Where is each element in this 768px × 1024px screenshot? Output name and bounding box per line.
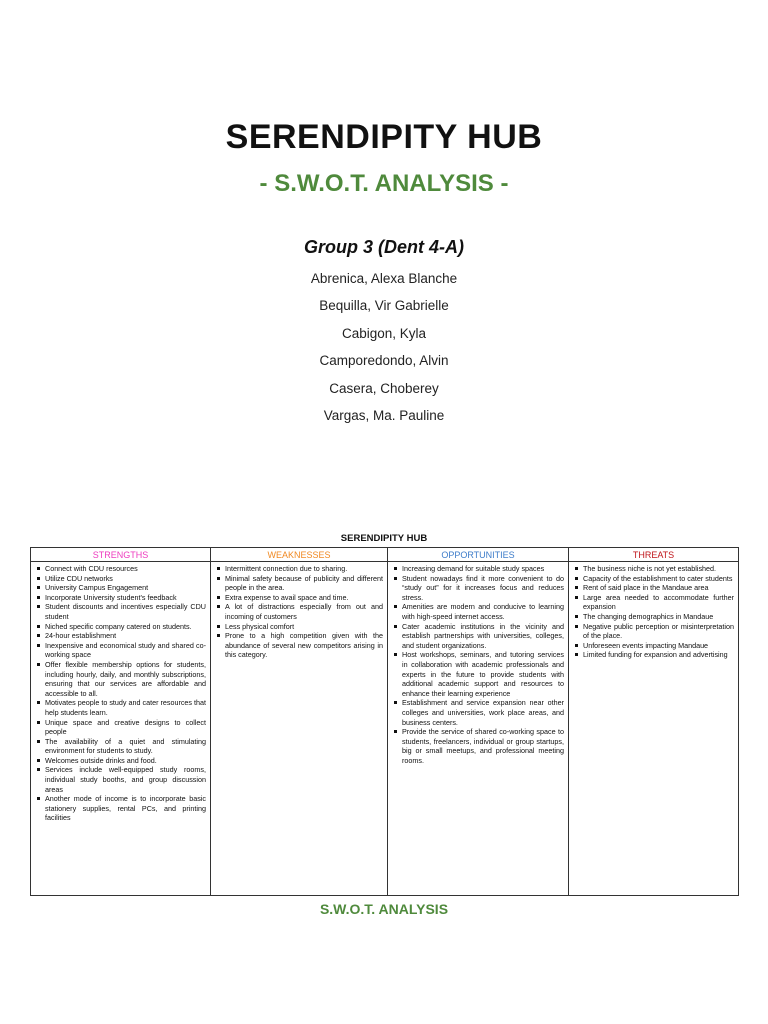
opportunity-item: Student nowadays find it more convenient to do “study out” for it increases focus and reduces stress.	[402, 573, 564, 602]
member-name: Camporedondo, Alvin	[319, 353, 449, 369]
member-list	[0, 268, 768, 432]
weaknesses-list	[215, 564, 383, 660]
strengths-cell	[31, 562, 211, 896]
weaknesses-cell	[211, 562, 388, 896]
opportunity-item: Provide the service of shared co-working space to students, freelancers, individual or group startups, big or small meetups, and professional meeting rooms.	[402, 727, 564, 765]
strength-item: Offer flexible membership options for students, including hourly, daily, and monthly subscriptions, ensuring that our services are affordable and accessible to all.	[45, 659, 206, 698]
opportunities-header: OPPORTUNITIES	[388, 548, 569, 562]
weaknesses-header: WEAKNESSES	[211, 548, 388, 562]
strength-item: 24-hour establishment	[45, 631, 206, 641]
threat-item: Large area needed to accommodate further expansion	[583, 592, 734, 612]
document-subtitle: - S.W.O.T. ANALYSIS -	[259, 170, 509, 197]
opportunities-list	[392, 564, 564, 765]
table-body-row	[31, 562, 739, 896]
opportunities-cell	[388, 562, 569, 896]
threat-item: The changing demographics in Mandaue	[583, 612, 734, 622]
member-name: Vargas, Ma. Pauline	[323, 407, 445, 423]
strength-item: Welcomes outside drinks and food.	[45, 756, 206, 766]
group-heading: Group 3 (Dent 4-A)	[304, 237, 464, 257]
strength-item: University Campus Engagement	[45, 583, 206, 593]
weakness-item: Less physical comfort	[225, 622, 383, 632]
opportunity-item: Increasing demand for suitable study spaces	[402, 564, 564, 574]
opportunity-item: Amenities are modern and conducive to learning with high-speed internet access.	[402, 602, 564, 621]
threats-header: THREATS	[569, 548, 739, 562]
opportunity-item: Establishment and service expansion near other colleges and universities, work place areas, and business centers.	[402, 698, 564, 727]
strength-item: Utilize CDU networks	[45, 574, 206, 584]
strength-item: Inexpensive and economical study and shared co-working space	[45, 640, 206, 660]
strength-item: Student discounts and incentives especially CDU student	[45, 602, 206, 621]
strength-item: Niched specific company catered on students.	[45, 622, 206, 632]
strength-item: Unique space and creative designs to collect people	[45, 717, 206, 737]
table-header-row	[31, 548, 739, 562]
strength-item: Services include well-equipped study rooms, individual study booths, and group discussion areas	[45, 765, 206, 794]
weakness-item: Intermittent connection due to sharing.	[225, 564, 383, 574]
table-caption: SERENDIPITY HUB	[340, 533, 428, 544]
document-title: SERENDIPITY HUB	[225, 118, 543, 156]
strength-item: Connect with CDU resources	[45, 564, 206, 574]
strengths-header: STRENGTHS	[31, 548, 211, 562]
opportunity-item: Host workshops, seminars, and tutoring services in collaboration with academic professionals and experts in the future to provide students with additional academic support and resources to enhance their learning experience	[402, 650, 564, 698]
strength-item: The availability of a quiet and stimulating environment for students to study.	[45, 736, 206, 756]
threats-cell	[569, 562, 739, 896]
threat-item: Limited funding for expansion and advertising	[583, 650, 734, 660]
member-name: Cabigon, Kyla	[341, 325, 427, 341]
member-name: Abrenica, Alexa Blanche	[310, 271, 458, 286]
member-name: Bequilla, Vir Gabrielle	[319, 298, 449, 314]
threat-item: Unforeseen events impacting Mandaue	[583, 641, 734, 651]
strength-item: Motivates people to study and cater resources that help students learn.	[45, 698, 207, 717]
weakness-item: Minimal safety because of publicity and different people in the area.	[225, 573, 383, 593]
threat-item: The business niche is not yet established.	[583, 564, 734, 574]
threat-item: Rent of said place in the Mandaue area	[583, 583, 734, 593]
swot-table	[30, 547, 739, 896]
strength-item: Incorporate University student's feedback	[45, 593, 206, 603]
footer-caption: S.W.O.T. ANALYSIS	[319, 901, 449, 917]
weakness-item: Extra expense to avail space and time.	[225, 593, 383, 603]
threat-item: Negative public perception or misinterpretation of the place.	[583, 621, 734, 641]
strengths-list	[35, 564, 206, 823]
weakness-item: A lot of distractions especially from out and incoming of customers	[225, 602, 383, 621]
weakness-item: Prone to a high competition given with the abundance of several new competitors arising in this category.	[225, 631, 383, 660]
opportunity-item: Cater academic institutions in the vicinity and establish partnerships with universities, colleges, and student organizations.	[402, 621, 564, 650]
threats-list	[573, 564, 734, 660]
strength-item: Another mode of income is to incorporate basic stationery supplies, rental PCs, and printing facilities	[45, 794, 206, 823]
member-name: Casera, Choberey	[329, 380, 439, 396]
threat-item: Capacity of the establishment to cater students	[583, 573, 733, 583]
